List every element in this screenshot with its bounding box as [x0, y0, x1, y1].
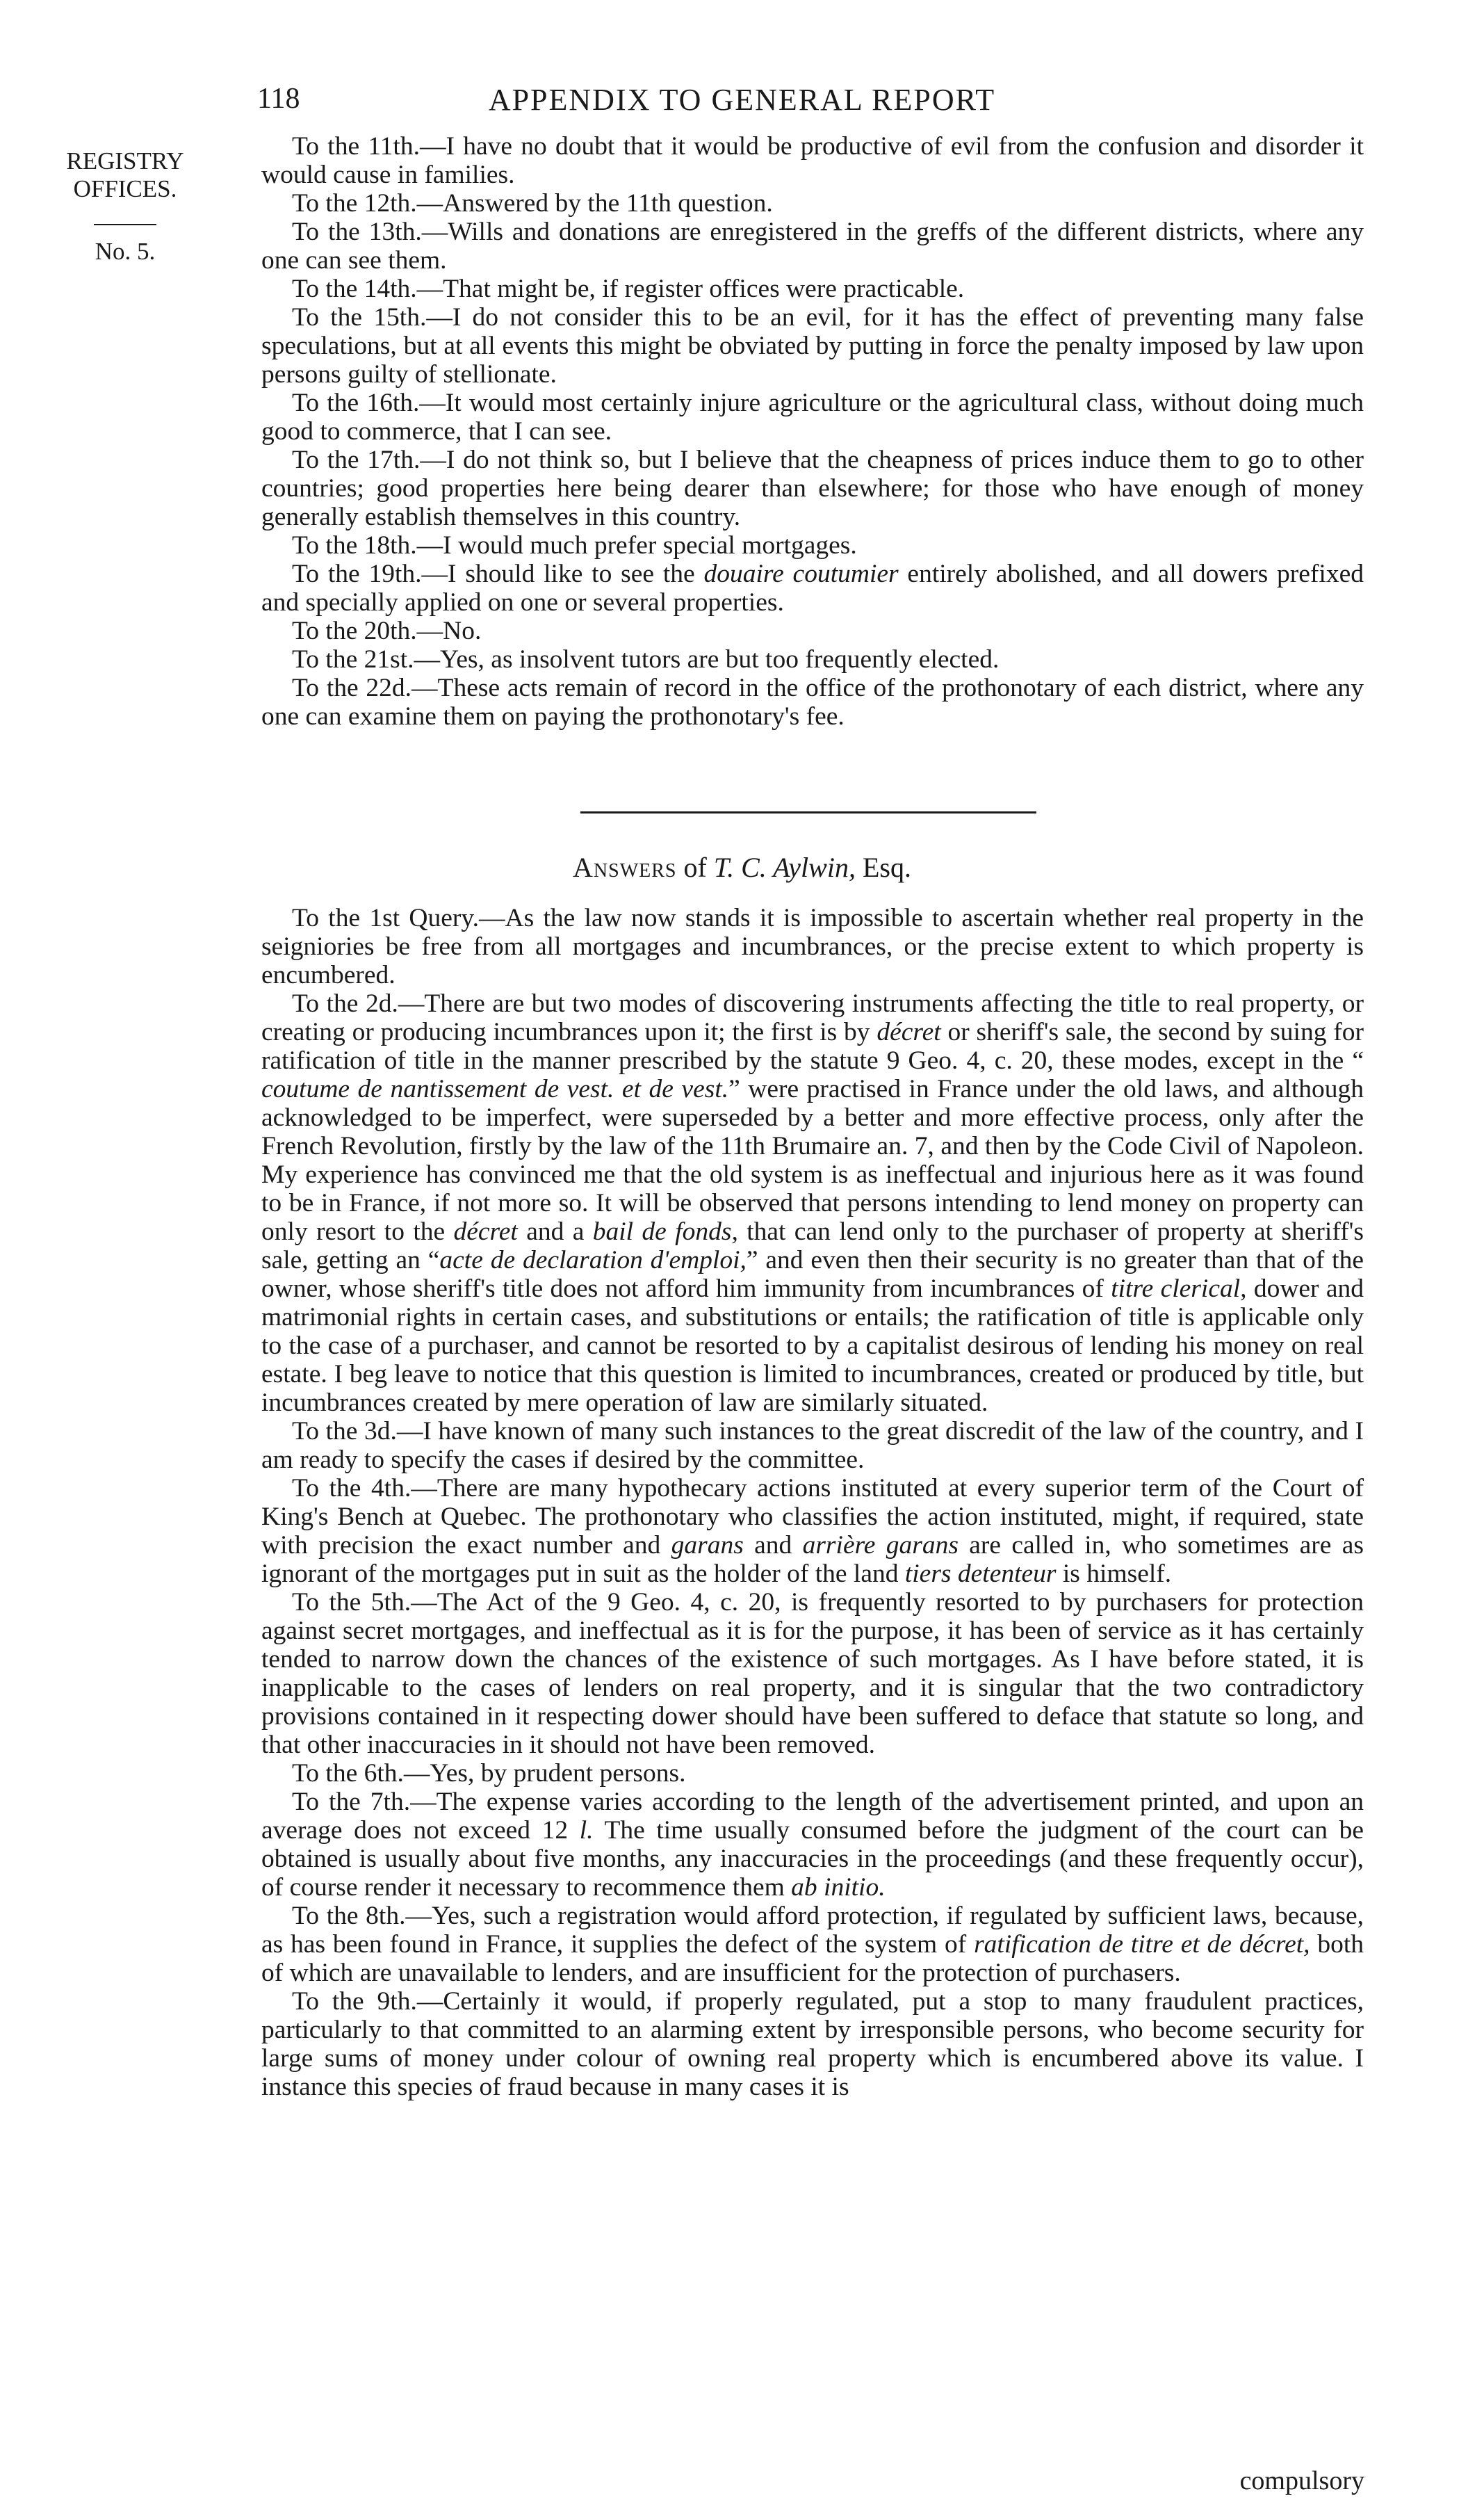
paragraph: To the 2d.—There are but two modes of discovering instruments affecting the title to real property, or creating or producing incumbrances upon it; the first is by décret or sheriff's sale, the second by suing for ratification of title in the manner prescribed by the statute 9 Geo. 4, c. 20, these modes, except in the “ coutume de nantissement de vest. et de vest.” were practised in France under the old laws, and although acknowledged to be imperfect, were superseded by a better and more effective process, only after the French Revolution, firstly by the law of the 11th Brumaire an. 7, and then by the Code Civil of Napoleon. My experience has convinced me that the old system is as ineffectual and injurious here as it was found to be in France, if not more so. It will be observed that persons intending to lend money on property can only resort to the décret and a bail de fonds, that can lend only to the purchaser of property at sheriff's sale, getting an “acte de declaration d'emploi,” and even then their security is no greater than that of the owner, whose sheriff's title does not afford him immunity from incumbrances of titre clerical, dower and matrimonial rights in certain cases, and substitutions or entails; the ratification of title is applicable only to the case of a purchaser, and cannot be resorted to by a capitalist desirous of lending his money on real estate. I beg leave to notice that this question is limited to incumbrances, created or produced by title, but incumbrances created by mere operation of law are similarly situated. [261, 989, 1364, 1417]
paragraph: To the 19th.—I should like to see the douaire coutumier entirely abolished, and all dowers prefixed and specially applied on one or several properties. [261, 560, 1364, 617]
answers-block-aylwin [261, 904, 1364, 2101]
section-title: Answers of T. C. Aylwin, Esq. [573, 852, 911, 883]
paragraph: To the 12th.—Answered by the 11th question. [292, 189, 773, 218]
paragraph: To the 8th.—Yes, such a registration would afford protection, if regulated by sufficient laws, because, as has been found in France, it supplies the defect of the system of ratification de titre et de décret, both of which are unavailable to lenders, and are insufficient for the protection of purchasers. [261, 1902, 1364, 1987]
paragraph: To the 17th.—I do not think so, but I believe that the cheapness of prices induce them to go to other countries; good properties here being dearer than elsewhere; for those who have enough of money generally establish themselves in this country. [261, 446, 1364, 531]
paragraph: To the 5th.—The Act of the 9 Geo. 4, c. 20, is frequently resorted to by purchasers for protection against secret mortgages, and ineffectual as it is for the purpose, it has been of service as it has certainly tended to narrow down the chances of the existence of such mortgages. As I have before stated, it is inapplicable to the cases of lenders on real property, and it is singular that the two contradictory provisions contained in it respecting dower should have been suffered to deface that statute so long, and that other inaccuracies in it should not have been removed. [261, 1588, 1364, 1759]
margin-note-line: OFFICES. [73, 175, 177, 202]
paragraph: To the 20th.—No. [292, 617, 482, 645]
section-divider [580, 811, 1036, 813]
paragraph: To the 9th.—Certainly it would, if properly regulated, put a stop to many fraudulent practices, particularly to that committed to an alarming extent by irresponsible persons, who become security for large sums of money under colour of owning real property which is encumbered above its value. I instance this species of fraud because in many cases it is [261, 1987, 1364, 2101]
paragraph: To the 4th.—There are many hypothecary actions instituted at every superior term of the Court of King's Bench at Quebec. The prothonotary who classifies the action instituted, might, if required, state with precision the exact number and garans and arrière garans are called in, who sometimes are as ignorant of the mortgages put in suit as the holder of the land tiers detenteur is himself. [261, 1474, 1364, 1588]
answers-block-previous [261, 132, 1364, 731]
paragraph: To the 16th.—It would most certainly injure agriculture or the agricultural class, without doing much good to commerce, that I can see. [261, 389, 1364, 446]
running-head: APPENDIX TO GENERAL REPORT [488, 83, 996, 117]
margin-note-rule [94, 224, 156, 225]
paragraph: To the 3d.—I have known of many such instances to the great discredit of the law of the country, and I am ready to specify the cases if desired by the committee. [261, 1417, 1364, 1474]
paragraph: To the 21st.—Yes, as insolvent tutors are but too frequently elected. [292, 645, 1000, 674]
paragraph: To the 18th.—I would much prefer special mortgages. [292, 531, 857, 560]
paragraph: To the 14th.—That might be, if register offices were practicable. [292, 275, 965, 303]
paragraph: To the 6th.—Yes, by prudent persons. [292, 1759, 686, 1788]
paragraph: To the 15th.—I do not consider this to be an evil, for it has the effect of preventing many false speculations, but at all events this might be obviated by putting in force the penalty imposed by law upon persons guilty of stellionate. [261, 303, 1364, 389]
margin-note-line: REGISTRY [66, 147, 184, 175]
paragraph: To the 22d.—These acts remain of record in the office of the prothonotary of each district, where any one can examine them on paying the prothonotary's fee. [261, 674, 1364, 731]
margin-note-number: No. 5. [95, 238, 156, 265]
catchword: compulsory [1239, 2466, 1364, 2495]
paragraph: To the 1st Query.—As the law now stands it is impossible to ascertain whether real property in the seigniories be free from all mortgages and incumbrances, or the precise extent to which property is encumbered. [261, 904, 1364, 989]
paragraph: To the 11th.—I have no doubt that it would be productive of evil from the confusion and disorder it would cause in families. [261, 132, 1364, 189]
margin-note [42, 147, 209, 266]
paragraph: To the 13th.—Wills and donations are enregistered in the greffs of the different districts, where any one can see them. [261, 218, 1364, 275]
page-number: 118 [257, 83, 300, 115]
paragraph: To the 7th.—The expense varies according to the length of the advertisement printed, and upon an average does not exceed 12 l. The time usually consumed before the judgment of the court can be obtained is usually about five months, any inaccuracies in the proceedings (and these frequently occur), of course render it necessary to recommence them ab initio. [261, 1788, 1364, 1902]
